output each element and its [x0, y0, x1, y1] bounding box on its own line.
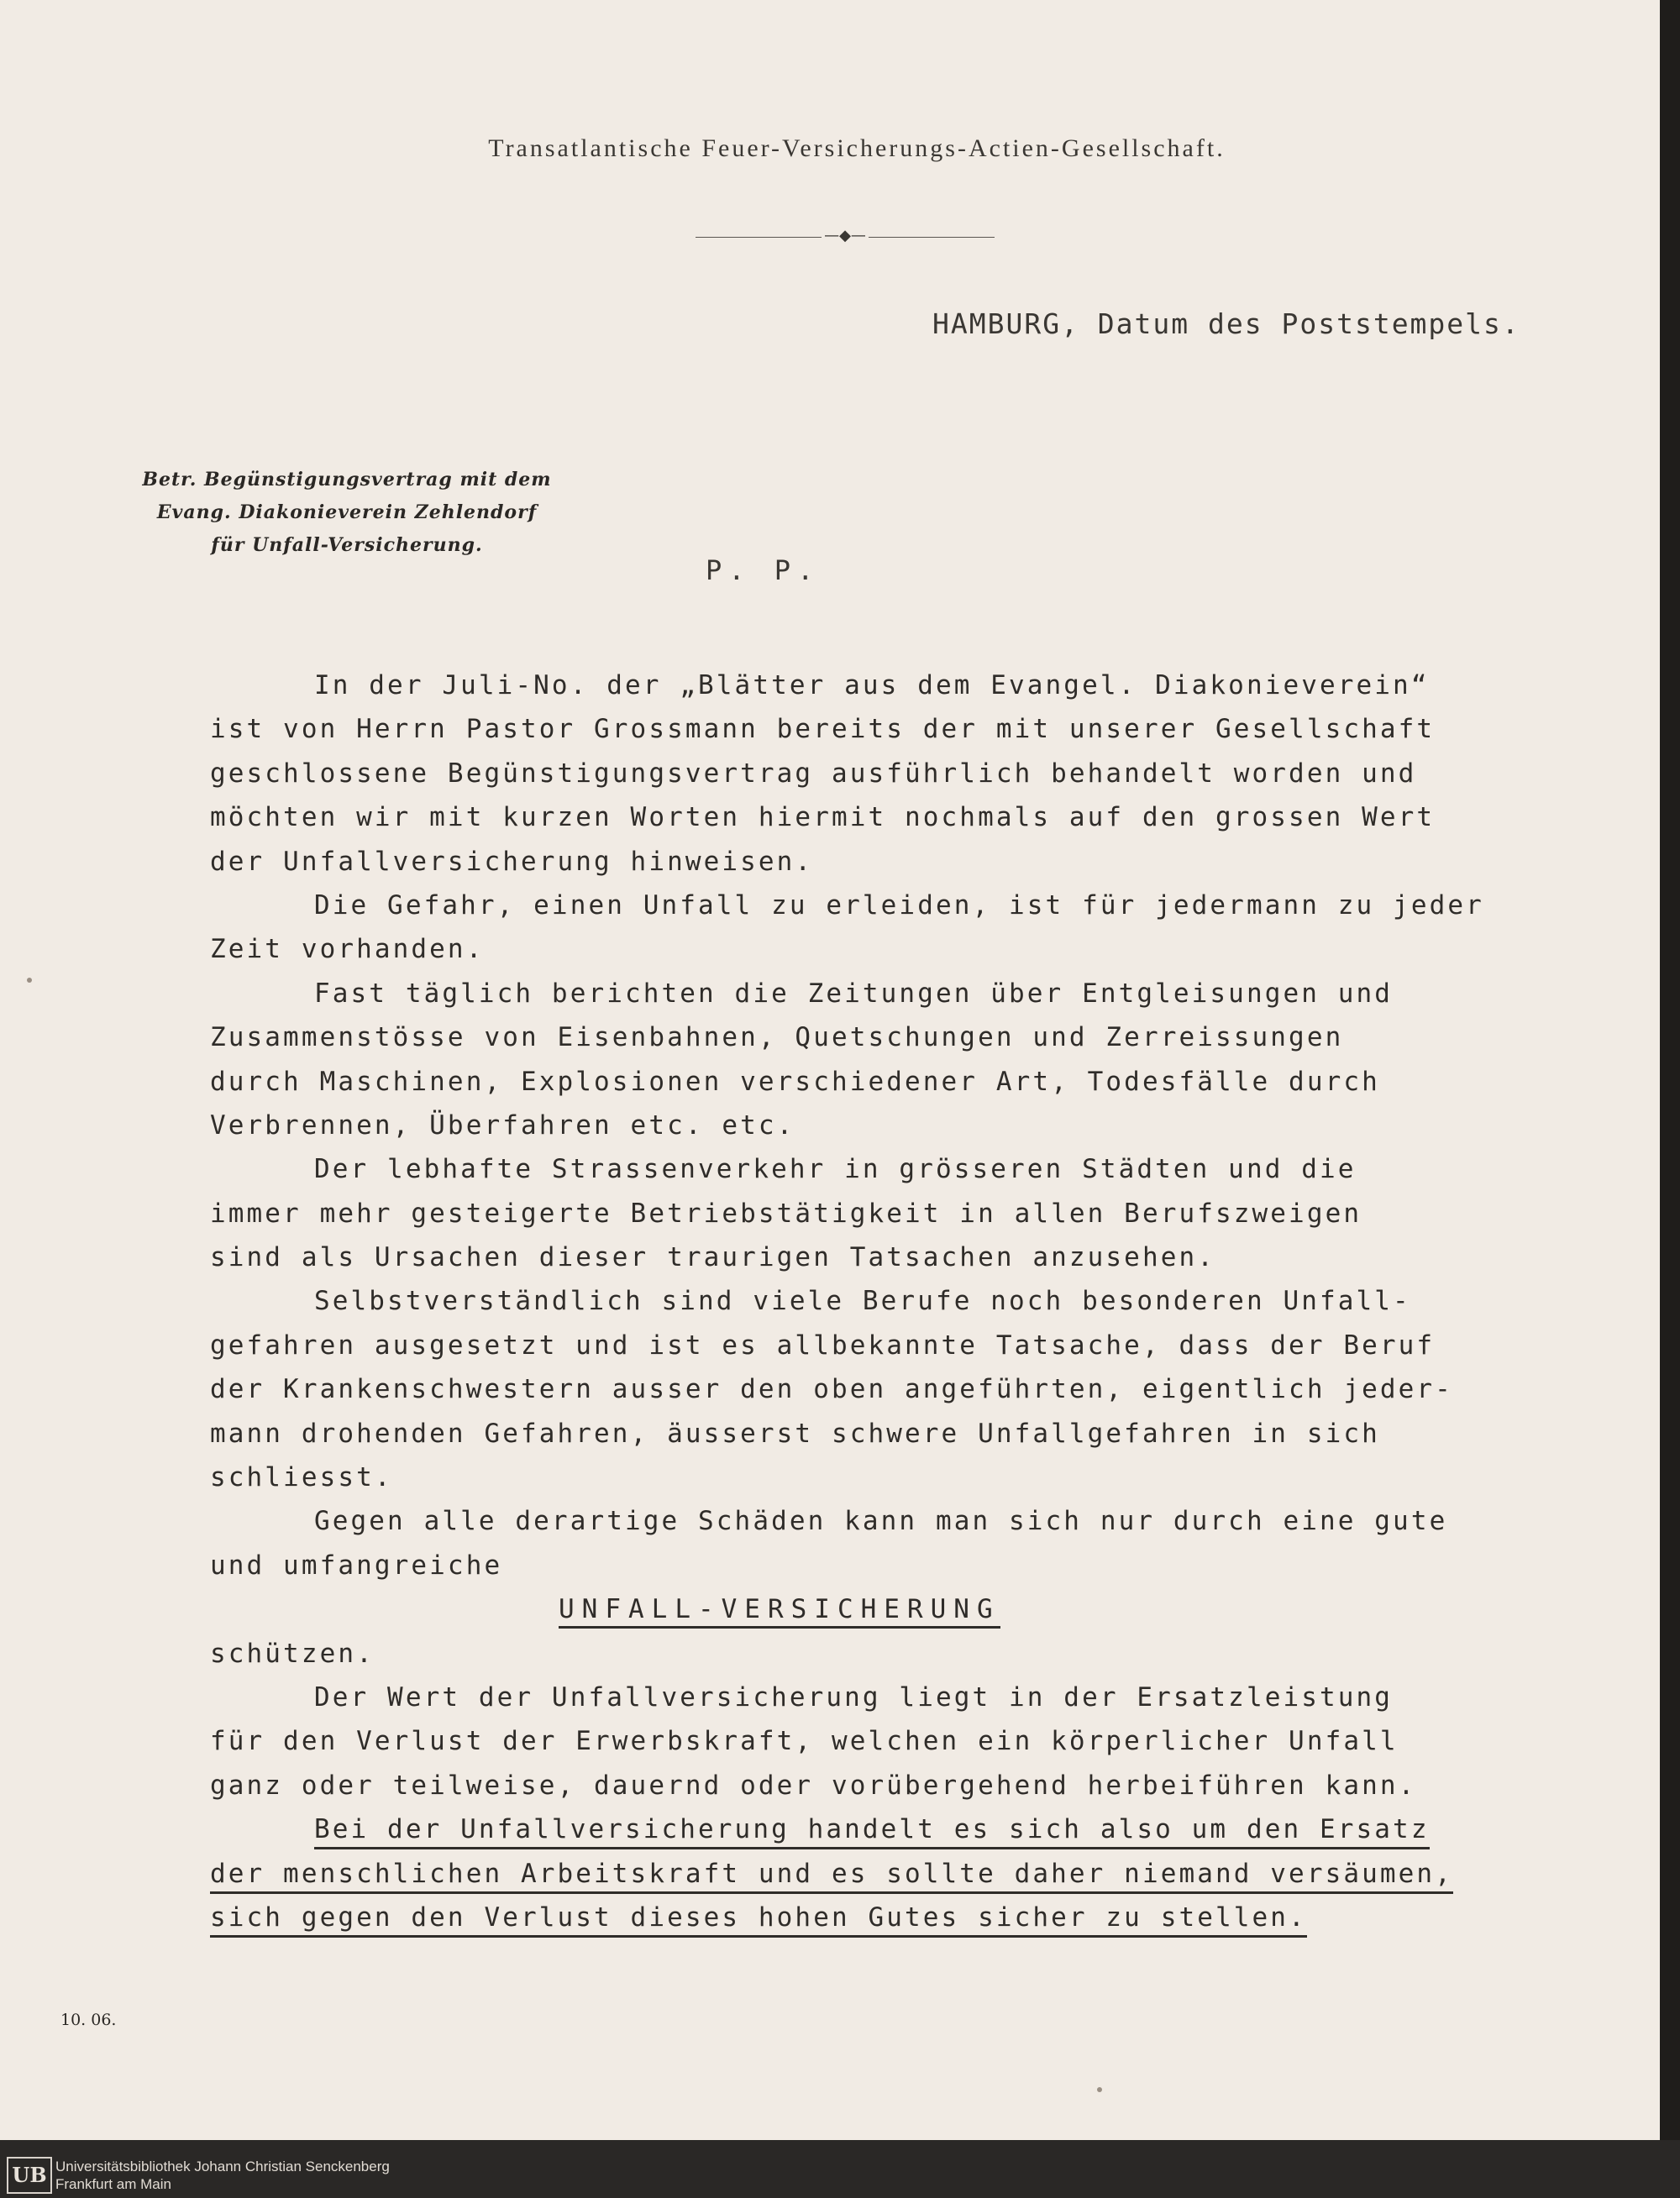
- underlined-body-line: Bei der Unfallversicherung handelt es sich also um den Ersatz: [314, 1814, 1430, 1849]
- body-line: Der Wert der Unfallversicherung liegt in der Ersatzleistung: [314, 1681, 1394, 1713]
- body-line: für den Verlust der Erwerbskraft, welchen ein körperlicher Unfall: [210, 1726, 1399, 1757]
- underlined-body-line: der menschlichen Arbeitskraft und es sollte daher niemand versäumen,: [210, 1859, 1453, 1894]
- library-logo-icon: UB: [7, 2157, 52, 2194]
- body-line: Die Gefahr, einen Unfall zu erleiden, ist für jedermann zu jeder: [314, 889, 1484, 921]
- subject-line: Evang. Diakonieverein Zehlendorf: [156, 501, 538, 523]
- subject-line: für Unfall-Versicherung.: [211, 534, 483, 556]
- ornament-diamond-icon: —◆—: [824, 227, 866, 244]
- underlined-line-row: [210, 1807, 1495, 1851]
- dateline: HAMBURG, Datum des Poststempels.: [932, 307, 1520, 340]
- body-line: der Unfallversicherung hinweisen.: [210, 846, 814, 877]
- body-line: durch Maschinen, Explosionen verschiedener Art, Todesfälle durch: [210, 1066, 1380, 1097]
- body-line: möchten wir mit kurzen Worten hiermit nochmals auf den grossen Wert: [210, 802, 1436, 833]
- underlined-line-row: [210, 1896, 1495, 1939]
- body-line: mann drohenden Gefahren, äusserst schwere Unfallgefahren in sich: [210, 1418, 1380, 1449]
- body-line: sind als Ursachen dieser traurigen Tatsachen anzusehen.: [210, 1242, 1215, 1273]
- subject-line: Betr. Begünstigungsvertrag mit dem: [142, 469, 552, 490]
- body-line: geschlossene Begünstigungsvertrag ausführlich behandelt worden und: [210, 758, 1417, 789]
- library-credit-line: Universitätsbibliothek Johann Christian Senckenberg: [55, 2159, 390, 2174]
- letter-body: [210, 664, 1495, 1939]
- page-edge: [1660, 0, 1680, 2140]
- body-line: und umfangreiche: [210, 1550, 503, 1581]
- body-line: Zeit vorhanden.: [210, 934, 485, 965]
- underlined-body-line: sich gegen den Verlust dieses hohen Gutes sicher zu stellen.: [210, 1902, 1307, 1938]
- body-line: ganz oder teilweise, dauernd oder vorübergehend herbeiführen kann.: [210, 1770, 1417, 1801]
- subject-block: [108, 464, 586, 562]
- body-line: schützen.: [210, 1638, 375, 1669]
- insurance-heading: UNFALL-VERSICHERUNG: [559, 1594, 1000, 1629]
- centered-heading-row: [210, 1587, 1495, 1631]
- body-line: gefahren ausgesetzt und ist es allbekannte Tatsache, dass der Beruf: [210, 1330, 1436, 1361]
- paper-speck: [1097, 2087, 1102, 2092]
- body-line: Fast täglich berichten die Zeitungen über Entgleisungen und: [314, 978, 1394, 1009]
- body-line: immer mehr gesteigerte Betriebstätigkeit in allen Berufszweigen: [210, 1198, 1362, 1229]
- body-line: Der lebhafte Strassenverkehr in grösseren Städten und die: [314, 1154, 1357, 1185]
- body-line: schliesst.: [210, 1462, 393, 1493]
- salutation: P. P.: [706, 554, 821, 586]
- letterhead-ornament: [696, 227, 995, 249]
- library-credit-line: Frankfurt am Main: [55, 2176, 171, 2192]
- ornament-rule-right: [869, 237, 995, 238]
- letterhead-company: Transatlantische Feuer-Versicherungs-Actien-Gesellschaft.: [488, 134, 1226, 162]
- body-line: Gegen alle derartige Schäden kann man sich nur durch eine gute: [314, 1506, 1448, 1537]
- body-line: Selbstverständlich sind viele Berufe noch besonderen Unfall-: [314, 1286, 1411, 1317]
- paper-speck: [27, 978, 32, 983]
- body-line: der Krankenschwestern ausser den oben angeführten, eigentlich jeder-: [210, 1374, 1453, 1405]
- body-line: In der Juli-No. der „Blätter aus dem Evangel. Diakonieverein“: [314, 670, 1430, 700]
- print-code: 10. 06.: [60, 2011, 117, 2029]
- ornament-rule-left: [696, 237, 822, 238]
- body-line: Zusammenstösse von Eisenbahnen, Quetschungen und Zerreissungen: [210, 1022, 1344, 1053]
- body-line: ist von Herrn Pastor Grossmann bereits der mit unserer Gesellschaft: [210, 714, 1436, 745]
- body-line: Verbrennen, Überfahren etc. etc.: [210, 1109, 795, 1141]
- underlined-line-row: [210, 1852, 1495, 1896]
- library-credit: [55, 2158, 390, 2193]
